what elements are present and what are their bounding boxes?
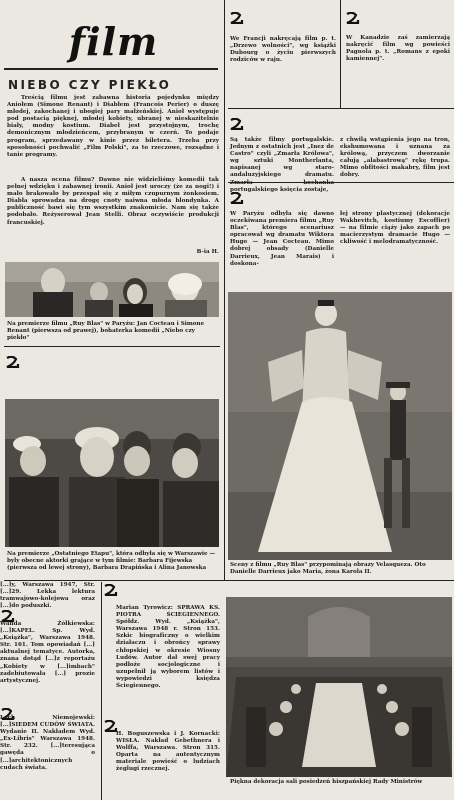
column-divider bbox=[101, 582, 102, 800]
ruy-blas-scene-photo bbox=[228, 292, 452, 560]
section-number-2-icon bbox=[346, 12, 362, 24]
photo-caption-2: Na premierze „Ostatniego Etapu", która odbyła się w Warszawie — byly obecne aktorki grające w tym filmie: Barbara Fijewska (pierwsza od lewej strony), Barbara Drapińska i Alina Janowska bbox=[7, 551, 216, 572]
divider bbox=[4, 68, 218, 70]
news-note-portugal-b: z chwilą wstąpienia jego na tron, ekshumowana i uznana za królową, przyczem dworzanie całują „alabastrową" rękę trupa. Mimo obfitości makabry, film jest dobry. bbox=[340, 137, 450, 179]
article-body-2: A nasza ocena filmu? Dawno nie widzieliśmy komedii tak pełnej wdzięku i zabawnej ironii. Anioł jest uroczy (że za nogi!) i mało brakowało by przespał się z miłym czupurnym żonkosiem. Diabła sprowadza na drogę cnoty naiwna młoda blondynka. A publiczność bawi się tym wszystkim znakomicie. Nam się także podobało. Reżyserował Jean Stelli. Obraz oczywiście produkcji francuskiej. bbox=[7, 177, 219, 226]
people-photo-icon bbox=[5, 262, 219, 317]
article-headline: NIEBO CZY PIEKŁO bbox=[8, 78, 172, 92]
book-note-1: [...]y, Warszawa 1947, Str. [...]29. Lekka lektura tramwajowo-kolejowa oraz [...]do poduszki. bbox=[0, 582, 95, 610]
book-note-4: Marian Tyrowicz: SPRAWA KS. PIOTRA ŚCIEGIENNEGO. Spółdz. Wyd. „Książka", Warszawa 1948 r. Stron 153. Szkic biograficzny o wielkim działaczu i obrońcy sprawy chłopskiej w okresie Wiosny Ludów. Autor dał swej pracy podłoże socjologiczne i uzupełnił ją wyborem listów i wypowiedzi księdza Ściegiennego. bbox=[116, 605, 220, 690]
book-note-5: H. Boguszewska i J. Kornacki: WISŁA. Nakład Gebethnera i Wolffa, Warszawa. Stron 315. Oparta na autentycznym materiale powieść o ludziach żeglugi rzecznej. bbox=[116, 731, 220, 773]
section-number-2-icon bbox=[230, 192, 246, 204]
council-chamber-photo-icon bbox=[226, 597, 452, 777]
photo-caption-3: Sceny z filmu „Ruy Blas" przypominają obrazy Velasqueza. Oto Danielle Darrieux jako Maria, żona Karola II. bbox=[230, 562, 426, 576]
book-note-3: Lech Niemojewski: [...]SIEDEM CUDÓW ŚWIATA. Wydanie II. Nakładem Wyd. „Ex-Libris" Warszawa 1948. Str. 232. [...]teresująca gawęda o [...]architektonicznych cudach świata. bbox=[0, 715, 95, 771]
divider bbox=[228, 182, 454, 183]
column-divider bbox=[224, 0, 225, 580]
divider bbox=[4, 580, 454, 581]
photo-caption-4: Piękna dekoracja sali posiedzeń hiszpańskiej Rady Ministrów bbox=[230, 779, 423, 785]
photo-caption-1: Na premierze filmu „Ruy Blas" w Paryżu: Jan Cocteau i Simone Renant (pierwsza od prawej), bohaterka komedii „Niebo czy piekło" bbox=[7, 321, 205, 342]
premiere-photo-paris bbox=[5, 262, 219, 317]
queen-costume-photo-icon bbox=[228, 292, 452, 560]
news-note-freedom-tree: We Francji nakręcają film p. t. „Drzewo wolności", wg książki Dubourg o życiu pierwszych rodziców w raju. bbox=[230, 36, 336, 64]
article-signature: B-ia H. bbox=[196, 249, 219, 255]
news-note-portugal-a: Są także filmy portugalskie. Jednym z ostatnich jest „Inez de Castro" czyli „Zmarła Królowa", wg sztuki Montherlanta, napisanej wg staro-andaluzyjskiego dramatu. portugalskiego księcia zostaje, bbox=[230, 137, 334, 193]
section-number-2-icon bbox=[230, 12, 246, 24]
section-title: film bbox=[68, 19, 159, 64]
divider bbox=[228, 108, 454, 109]
column-divider bbox=[340, 0, 341, 108]
book-note-2: Wanda Żółkiewska: [...]KAPEL. Sp. Wyd. „Książka", Warszawa 1948. Str. 161. Tom opowiadań [...] aktualnej tematyce. Autorka, znana dotąd [...]z reportażu „Kobiety w [...]imbach" zadebiutowała [...] prozie artystycznej. bbox=[0, 621, 95, 684]
section-number-2-icon bbox=[104, 584, 120, 596]
actresses-photo-icon bbox=[5, 399, 219, 547]
council-hall-photo bbox=[226, 597, 452, 777]
news-note-ruy-blas-a: W Paryżu odbyła się dawno oczekiwana premiera filmu „Ruy Blas", którego scenariusz opracował wg dramatu Wiktora Hugo — Jean Cocteau. Mimo dobrej obsady (Danielle Darrieux, Jean Marais) i doskona- bbox=[230, 211, 334, 267]
premiere-photo-warsaw bbox=[5, 399, 219, 547]
news-note-ruy-blas-b: łej strony plastycznej (dekoracje Wakhevitch, kostiumy Escoffier) — na filmie ciąży jako zapach po macierzystym dramacie Hugo — ckliwość i melodramatyczność. bbox=[340, 211, 450, 246]
news-note-canada: W Kanadzie zaś zamierzają nakręcić film wg powieści Pagnola p. t. „Romans z epoki kamiennej". bbox=[346, 35, 450, 63]
divider bbox=[4, 346, 220, 347]
section-number-2-icon bbox=[6, 356, 22, 368]
section-number-2-icon bbox=[230, 118, 246, 130]
article-body: Treścią filmu jest zabawna historia pojedynku między Aniołem (Simone Renant) i Diabłem (Francois Perier) o duszę młodej, zakochanej i ubogiej pary małżeńskiej. Anioł występuje pod postacią pięknej, młodej kobiety, ubranej w nieskazitelnie biały, modny kostium. Diabeł jest przystojnym, trochę demonicznym młodzieńcem, przybranym w czerń. To podaje program, sprzedawany w kinie przez biletera. Trzeba przy sposobności pochwalić „Film Polski", za to rzeczowe, rozsądne i tanie programy. bbox=[7, 95, 219, 158]
